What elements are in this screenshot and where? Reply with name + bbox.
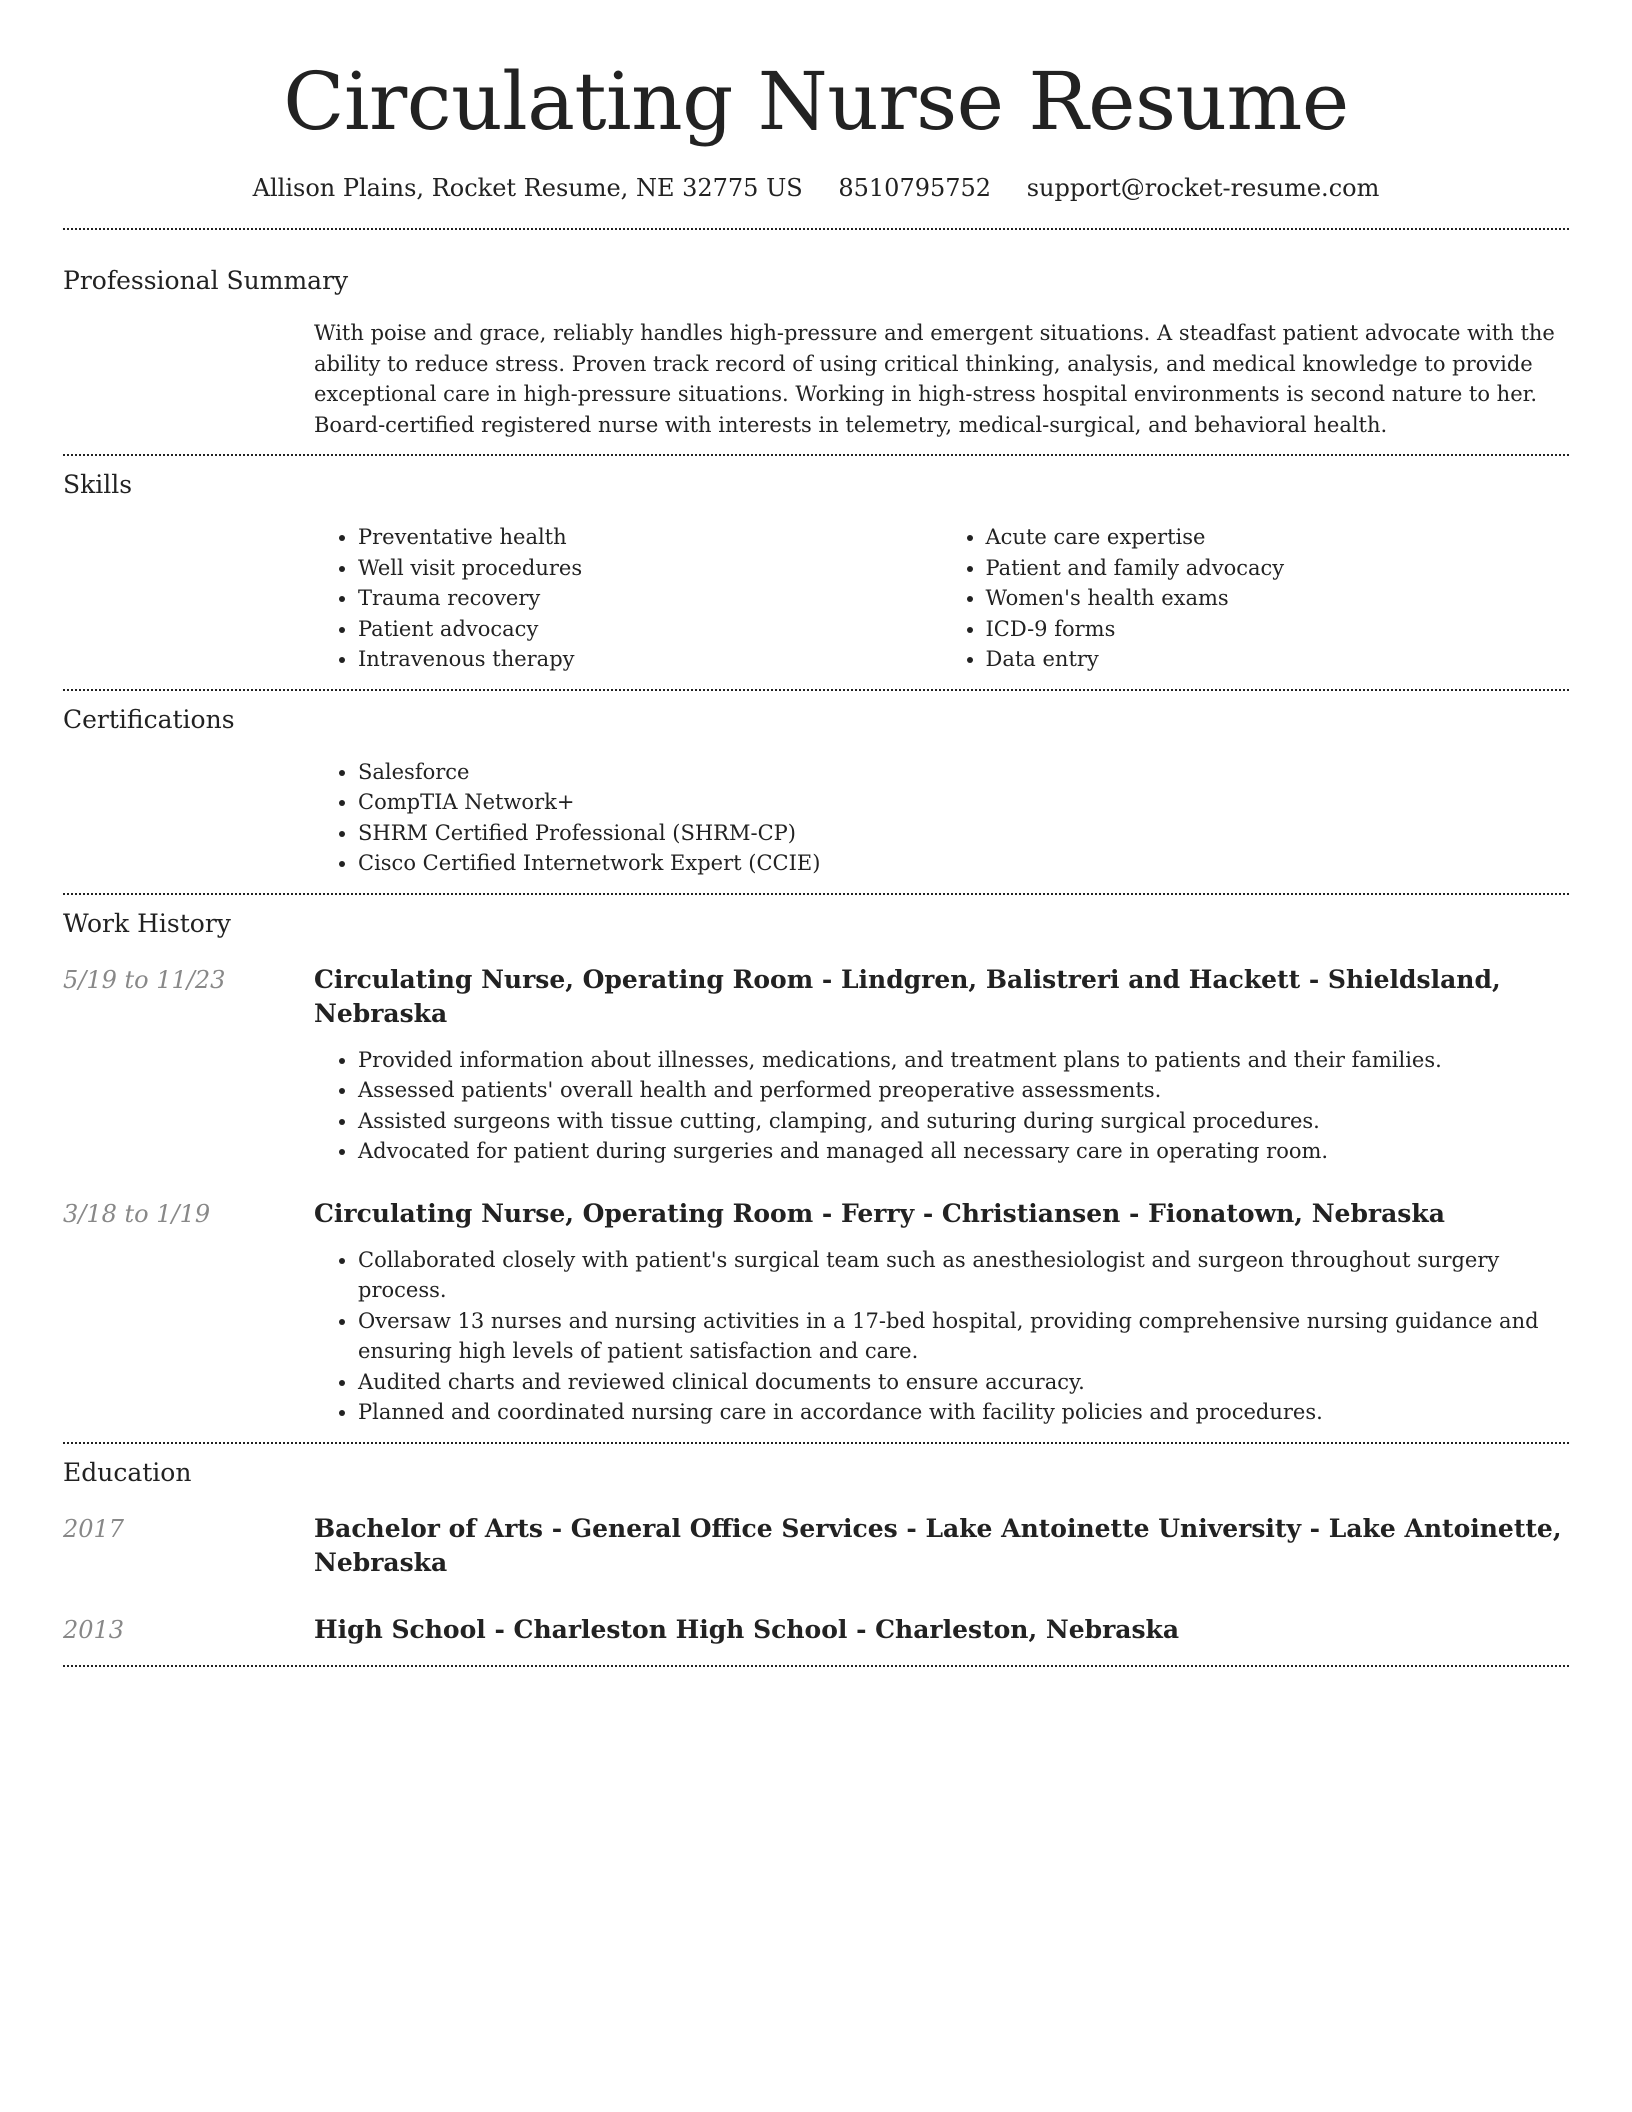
skill-item: • Patient advocacy [358, 614, 942, 645]
education-heading: Education [63, 1457, 192, 1487]
job-bullet: • Oversaw 13 nurses and nursing activities in a 17-bed hospital, providing comprehensive nursing guidance and ensuring high levels of patient satisfaction and care. [358, 1306, 1569, 1367]
resume-title: Circulating Nurse Resume [283, 55, 1349, 148]
skill-item: • Well visit procedures [358, 553, 942, 584]
job-bullets [314, 1045, 1569, 1167]
education-title: Bachelor of Arts - General Office Services - Lake Antoinette University - Lake Antoinette, Nebraska [314, 1513, 1562, 1577]
job-dates: 3/18 to 1/19 [63, 1199, 211, 1228]
job-bullet: • Assessed patients' overall health and performed preoperative assessments. [358, 1075, 1569, 1106]
skill-item: • Women's health exams [986, 583, 1570, 614]
job-entry [63, 963, 1569, 1167]
certifications-heading: Certifications [63, 704, 235, 734]
education-entry [63, 1512, 1569, 1580]
job-dates: 5/19 to 11/23 [63, 965, 226, 994]
certifications-section [63, 691, 1569, 879]
education-section [63, 1444, 1569, 1647]
job-bullet: • Collaborated closely with patient's surgical team such as anesthesiologist and surgeon throughout surgery process. [358, 1245, 1569, 1306]
certification-item: • Cisco Certified Internetwork Expert (CCIE) [358, 848, 1569, 879]
job-title: Circulating Nurse, Operating Room - Lindgren, Balistreri and Hackett - Shieldsland, Nebraska [314, 964, 1501, 1028]
skills-section [63, 456, 1569, 675]
certification-item: • SHRM Certified Professional (SHRM-CP) [358, 818, 1569, 849]
summary-heading: Professional Summary [63, 266, 349, 295]
work-history-section [63, 895, 1569, 1428]
work-history-heading: Work History [63, 908, 231, 938]
education-title: High School - Charleston High School - Charleston, Nebraska [314, 1614, 1180, 1644]
divider [63, 1665, 1569, 1667]
certification-item: • CompTIA Network+ [358, 787, 1569, 818]
job-bullet: • Planned and coordinated nursing care in accordance with facility policies and procedures. [358, 1397, 1569, 1428]
summary-section [63, 230, 1569, 440]
skill-item: • ICD-9 forms [986, 614, 1570, 645]
certification-item: • Salesforce [358, 757, 1569, 788]
skill-item: • Preventative health [358, 522, 942, 553]
skill-item: • Trauma recovery [358, 583, 942, 614]
contact-address: Allison Plains, Rocket Resume, NE 32775 US [252, 174, 803, 202]
skills-list-left [314, 522, 942, 675]
skill-item: • Data entry [986, 644, 1570, 675]
job-bullet: • Advocated for patient during surgeries and managed all necessary care in operating room. [358, 1136, 1569, 1167]
skill-item: • Patient and family advocacy [986, 553, 1570, 584]
job-entry [63, 1197, 1569, 1428]
contact-line [63, 172, 1569, 204]
job-title: Circulating Nurse, Operating Room - Ferry - Christiansen - Fionatown, Nebraska [314, 1198, 1445, 1228]
contact-email: support@rocket-resume.com [1026, 174, 1380, 202]
education-year: 2013 [63, 1615, 125, 1644]
job-bullet: • Assisted surgeons with tissue cutting, clamping, and suturing during surgical procedures. [358, 1106, 1569, 1137]
skill-item: • Intravenous therapy [358, 644, 942, 675]
job-bullet: • Audited charts and reviewed clinical documents to ensure accuracy. [358, 1367, 1569, 1398]
skills-heading: Skills [63, 470, 133, 499]
certifications-list [314, 757, 1569, 879]
education-entry [63, 1613, 1569, 1647]
skills-list-right [942, 522, 1570, 675]
summary-text: With poise and grace, reliably handles high-pressure and emergent situations. A steadfast patient advocate with the ability to reduce stress. Proven track record of using critical thinking, analysis, and medical knowledge to provide exceptional care in high-pressure situations. Working in high-stress hospital environments is second nature to her. Board-certified registered nurse with interests in telemetry, medical-surgical, and behavioral health. [314, 321, 1555, 437]
education-year: 2017 [63, 1514, 125, 1543]
job-bullet: • Provided information about illnesses, medications, and treatment plans to patients and their families. [358, 1045, 1569, 1076]
skill-item: • Acute care expertise [986, 522, 1570, 553]
job-bullets [314, 1245, 1569, 1428]
contact-phone: 8510795752 [838, 174, 992, 202]
